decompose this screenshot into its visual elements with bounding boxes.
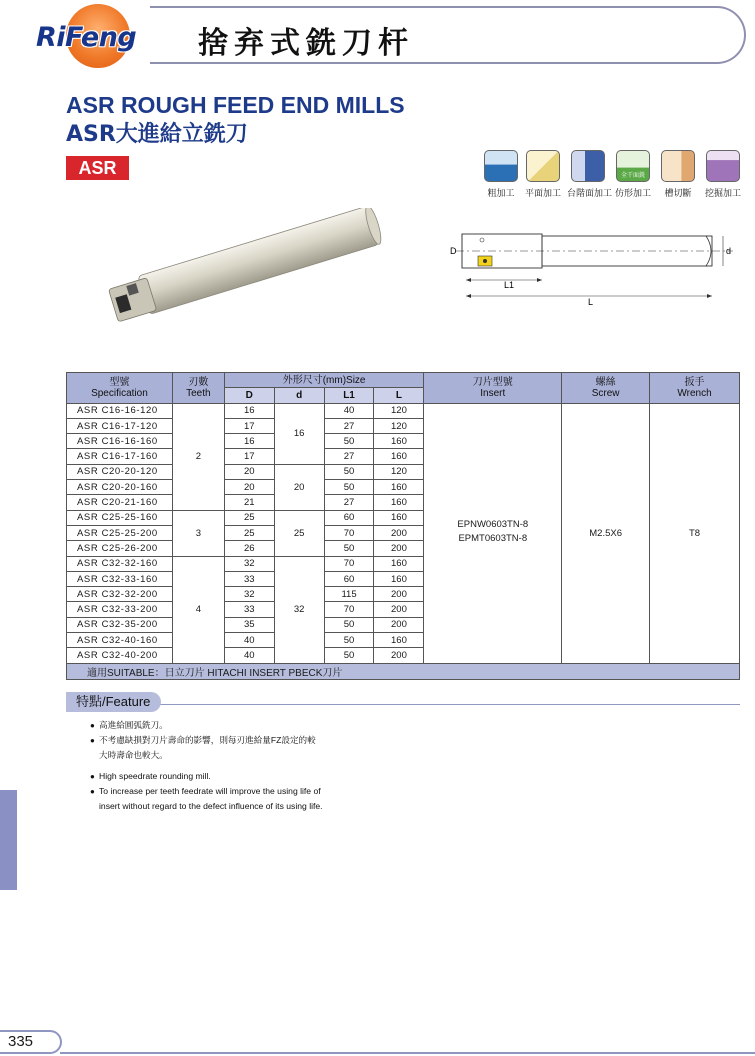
- shank-cell: 32: [274, 556, 324, 663]
- operation-label: 台階面加工: [567, 189, 613, 199]
- operation-rough: [480, 150, 522, 199]
- rough-machining-icon: [484, 150, 518, 182]
- table-row: ASR C32-40-160 40 50 160: [67, 633, 740, 648]
- operation-groove: [657, 150, 699, 199]
- operation-label: 仿形加工: [614, 189, 651, 199]
- header-spec: 型號 Specification: [67, 373, 173, 404]
- brand-logo: RiFeng: [36, 22, 137, 53]
- operation-label: 挖掘加工: [704, 189, 741, 199]
- shank-cell: 16: [274, 403, 324, 464]
- header-insert: 刀片型號 Insert: [424, 373, 562, 404]
- face-machining-icon: [526, 150, 560, 182]
- operation-face: [522, 150, 564, 199]
- header-teeth: 刃數 Teeth: [172, 373, 224, 404]
- table-row: ASR C16-17-160 17 27 160: [67, 449, 740, 464]
- header-L: L: [374, 388, 424, 403]
- table-row: ASR C16-17-120 17 27 120: [67, 418, 740, 433]
- table-row: ASR C20-20-120 20 20 50 120: [67, 464, 740, 479]
- shank-cell: 25: [274, 510, 324, 556]
- feature-item: ● High speedrate rounding mill.: [90, 769, 323, 784]
- feature-list: [90, 718, 323, 814]
- teeth-cell: 2: [172, 403, 224, 510]
- table-row: ASR C16-16-120 2 16 16 40 120 EPNW0603TN-8 EPMT0603TN-8 M2.5X6 T8: [67, 403, 740, 418]
- feature-item-continued: 大時壽命也較大。: [99, 750, 168, 760]
- dimension-drawing: [448, 224, 738, 309]
- shank-cell: 20: [274, 464, 324, 510]
- operation-label: 槽切斷: [664, 189, 692, 199]
- series-badge: ASR: [66, 156, 129, 180]
- shoulder-machining-icon: [571, 150, 605, 182]
- table-row: ASR C20-20-160 20 50 160: [67, 480, 740, 495]
- feature-item: ● 不考慮缺損對刀片壽命的影響，則每刃進給量FZ設定的較: [90, 733, 323, 748]
- operation-profile: [612, 150, 654, 199]
- feature-heading: 特點/Feature: [66, 692, 161, 712]
- suitable-note: 適用SUITABLE：日立刀片 HITACHI INSERT PBECK刀片: [67, 663, 740, 679]
- table-row: ASR C32-32-160 4 32 32 70 160: [67, 556, 740, 571]
- insert-cell: EPNW0603TN-8 EPMT0603TN-8: [424, 403, 562, 663]
- wrench-cell: T8: [650, 403, 740, 663]
- header-d: d: [274, 388, 324, 403]
- table-row: ASR C25-26-200 26 50 200: [67, 541, 740, 556]
- table-row: ASR C16-16-160 16 50 160: [67, 434, 740, 449]
- page-number: 335: [0, 1030, 62, 1054]
- groove-cutting-icon: [661, 150, 695, 182]
- end-mill-photo: [100, 208, 390, 328]
- table-row: ASR C32-32-200 32 115 200: [67, 587, 740, 602]
- header-L1: L1: [324, 388, 374, 403]
- dim-D-label: D: [450, 246, 457, 256]
- table-row: ASR C25-25-160 3 25 25 60 160: [67, 510, 740, 525]
- page-header-title: 捨弃式銑刀杆: [198, 26, 414, 61]
- screw-cell: M2.5X6: [562, 403, 650, 663]
- operation-label: 平面加工: [524, 189, 561, 199]
- operation-shoulder: [567, 150, 613, 199]
- feature-item: ● 高進給圓弧銑刀。: [90, 718, 323, 733]
- dim-L-label: L: [588, 297, 594, 307]
- table-row: ASR C32-35-200 35 50 200: [67, 617, 740, 632]
- header-wrench: 扳手 Wrench: [650, 373, 740, 404]
- header-D: D: [224, 388, 274, 403]
- dim-d-label: d: [726, 246, 732, 256]
- pocket-machining-icon: [706, 150, 740, 182]
- operation-pocket: [702, 150, 744, 199]
- feature-item: ● To increase per teeth feedrate will improve the using life of: [90, 784, 323, 799]
- profile-machining-icon: 全干面銑: [616, 150, 650, 182]
- product-title-cn: ASR大進給立銑刀: [66, 122, 248, 147]
- table-row: ASR C32-33-160 33 60 160: [67, 571, 740, 586]
- table-row: ASR C20-21-160 21 27 160: [67, 495, 740, 510]
- operation-label: 粗加工: [487, 189, 515, 199]
- side-tab: [0, 790, 17, 890]
- specification-table: [66, 372, 740, 680]
- footer-rule: [60, 1052, 755, 1054]
- feature-divider: [70, 704, 740, 705]
- table-row: ASR C32-33-200 33 70 200: [67, 602, 740, 617]
- teeth-cell: 4: [172, 556, 224, 663]
- product-title-en: ASR ROUGH FEED END MILLS: [66, 92, 405, 118]
- table-row: ASR C32-40-200 40 50 200: [67, 648, 740, 663]
- header-size: 外形尺寸(mm)Size: [224, 373, 424, 388]
- feature-item-continued: insert without regard to the defect influence of its using life.: [99, 801, 323, 811]
- dim-L1-label: L1: [504, 280, 515, 290]
- table-row: ASR C25-25-200 25 70 200: [67, 525, 740, 540]
- table-footer-row: [67, 663, 740, 679]
- header-screw: 螺絲 Screw: [562, 373, 650, 404]
- teeth-cell: 3: [172, 510, 224, 556]
